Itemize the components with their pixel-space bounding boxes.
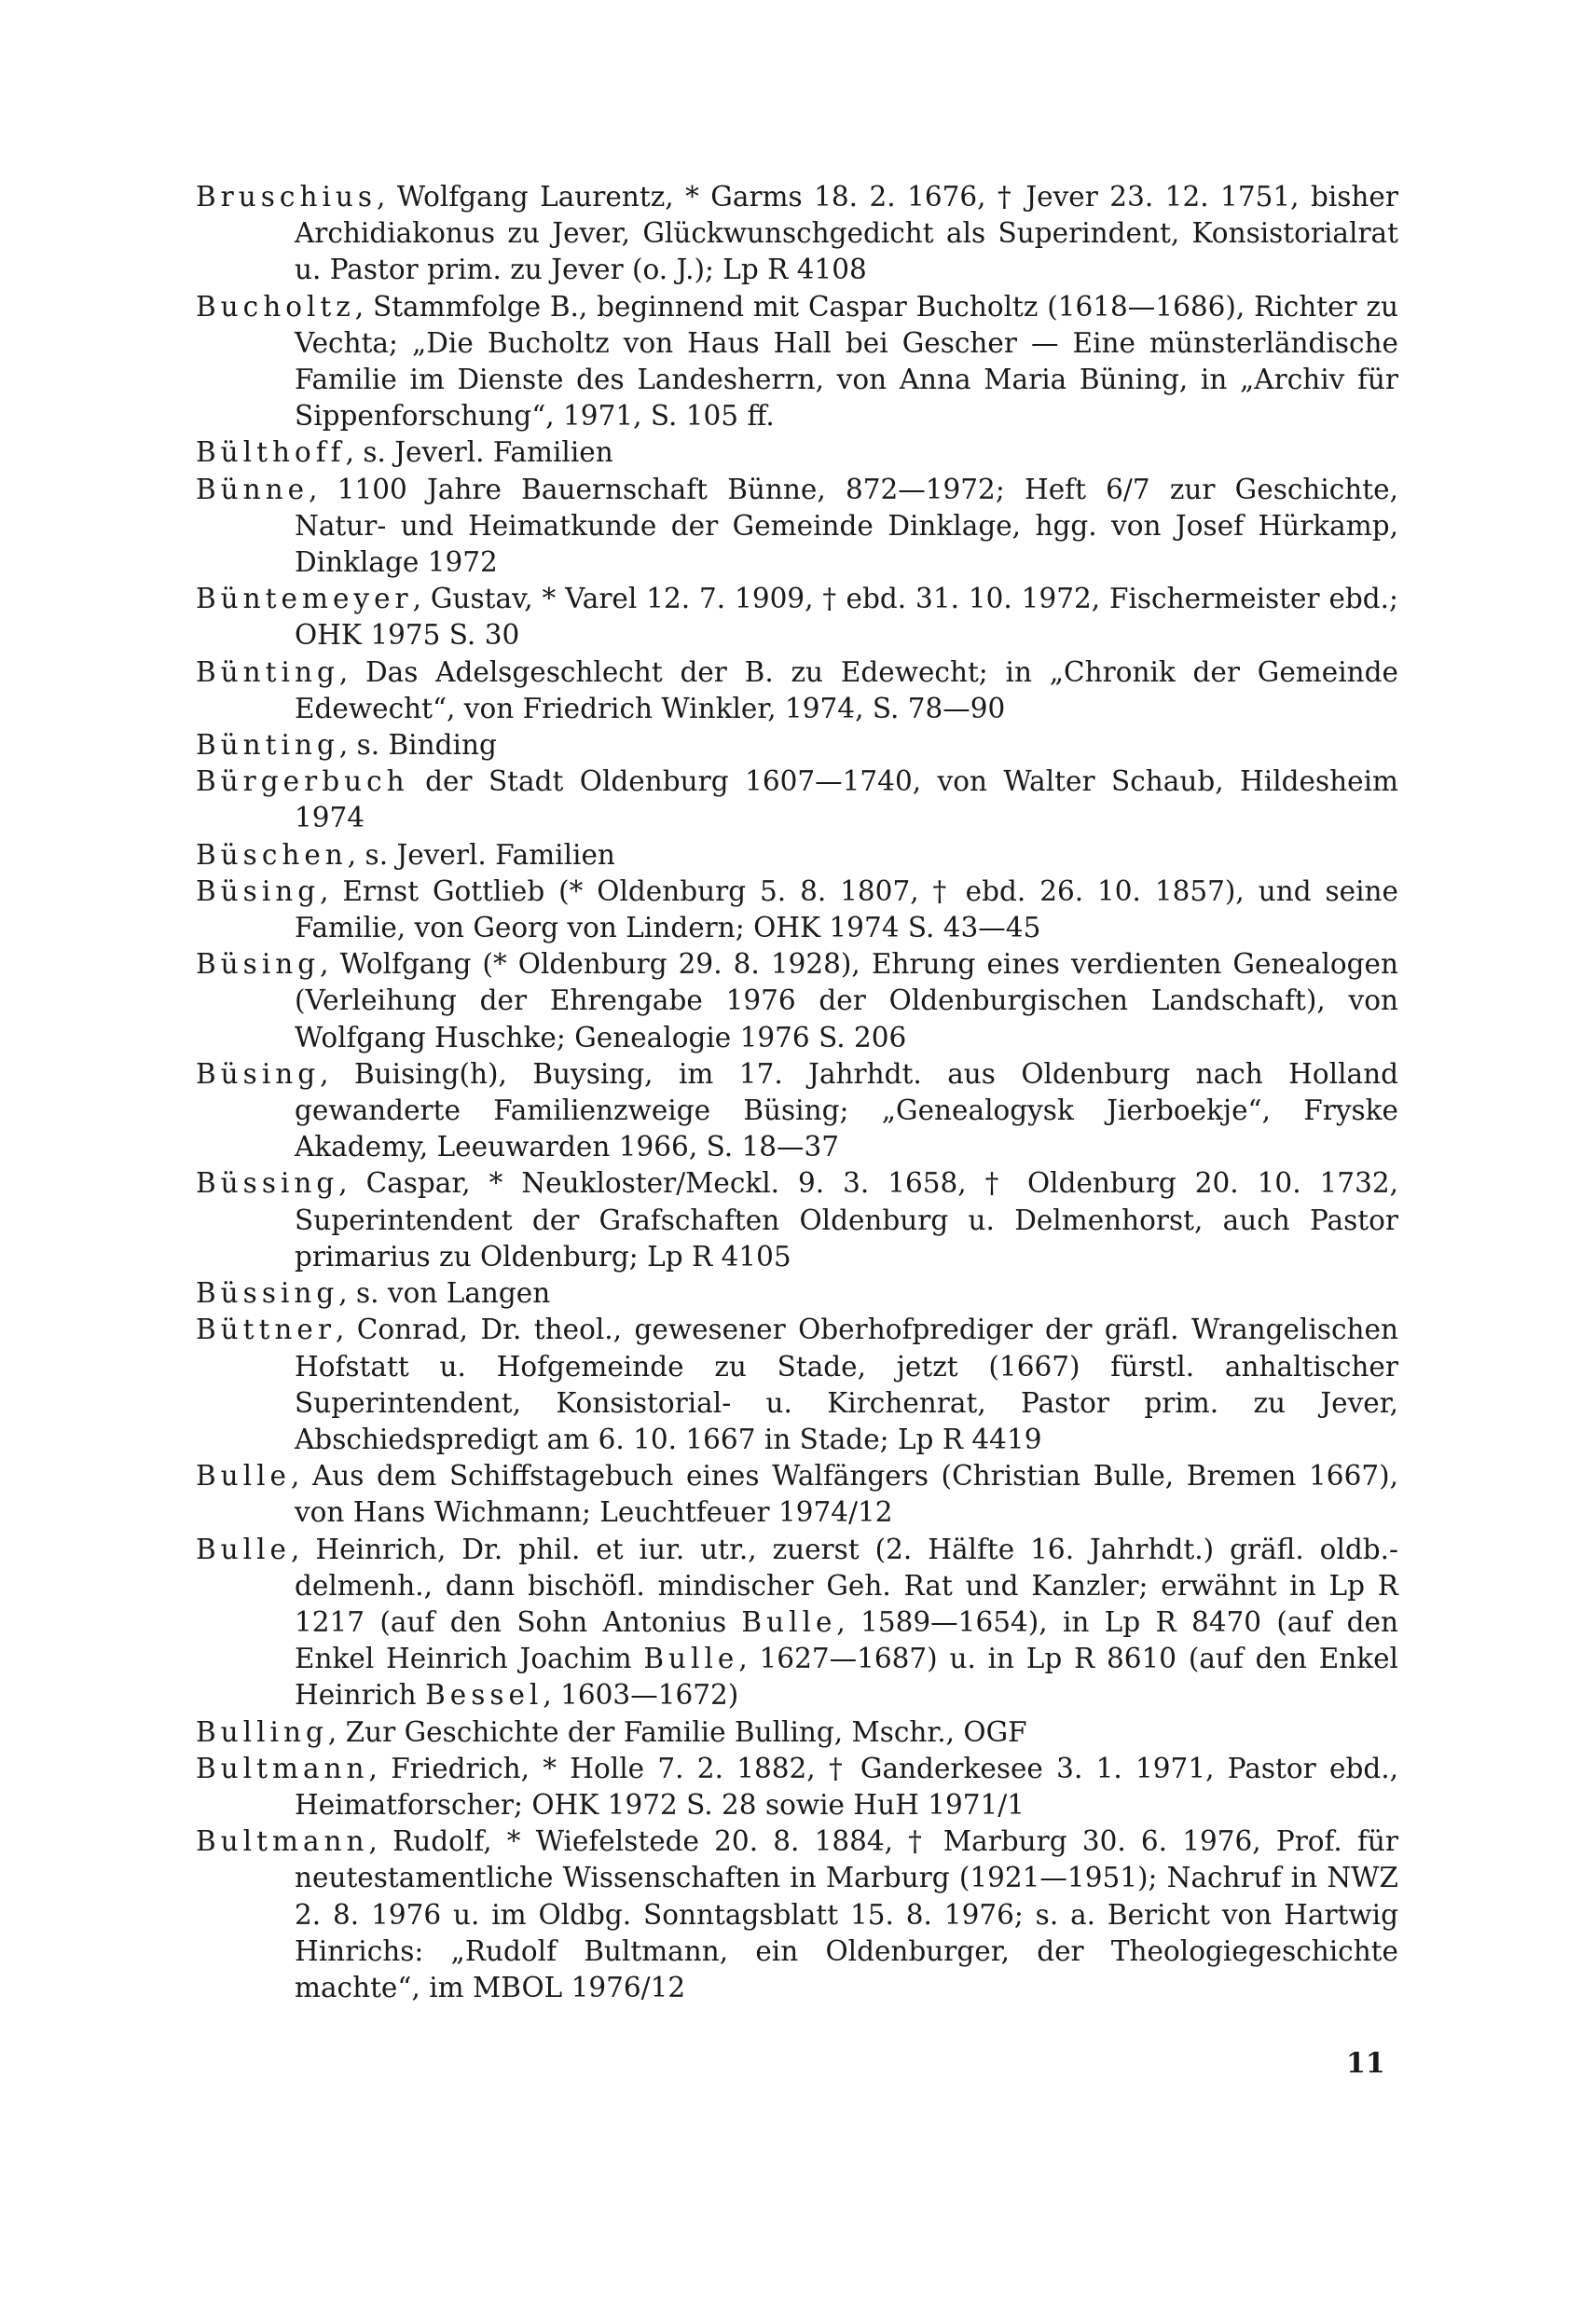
entry-text: , Caspar, * Neukloster/Meckl. 9. 3. 1658, † Oldenburg 20. 10. 1732, Superintendent der Grafschaften Oldenburg u. Delmenhorst, auch Pastor primarius zu Oldenburg; Lp R 4105 bbox=[295, 1167, 1398, 1273]
entry-buessing-langen bbox=[196, 1275, 1398, 1312]
entry-bucholtz bbox=[196, 289, 1398, 435]
entry-headword: Büschen bbox=[196, 838, 348, 871]
entry-headword: Bucholtz bbox=[196, 290, 355, 323]
entry-text: , s. Jeverl. Familien bbox=[345, 436, 613, 469]
entry-buenting-edewecht bbox=[196, 654, 1398, 727]
entry-text: , Das Adelsgeschlecht der B. zu Edewecht; in „Chronik der Gemeinde Edewecht“, von Friedrich Winkler, 1974, S. 78—90 bbox=[295, 655, 1398, 724]
entry-buesing-ernst bbox=[196, 874, 1398, 946]
entry-text: , Wolfgang (* Oldenburg 29. 8. 1928), Ehrung eines verdienten Genealogen (Verleihung der Ehrengabe 1976 der Oldenburgischen Landschaft), von Wolfgang Huschke; Genealogie 1976 S. 206 bbox=[295, 948, 1398, 1053]
entry-headword: Büssing bbox=[196, 1277, 339, 1310]
entry-text: , Buising(h), Buysing, im 17. Jahrhdt. aus Oldenburg nach Holland gewanderte Familienzweige Büsing; „Genealogysk Jierboekje“, Fryske Akademy, Leeuwarden 1966, S. 18—37 bbox=[295, 1057, 1398, 1163]
entry-text: , Friedrich, * Holle 7. 2. 1882, † Ganderkesee 3. 1. 1971, Pastor ebd., Heimatforscher; OHK 1972 S. 28 sowie HuH 1971/1 bbox=[295, 1752, 1398, 1821]
entry-inline-name: Bessel bbox=[425, 1679, 543, 1712]
entry-buesing-wolfgang bbox=[196, 946, 1398, 1056]
entry-text: , Stammfolge B., beginnend mit Caspar Bucholtz (1618—1686), Richter zu Vechta; „Die Bucholtz von Haus Hall bei Gescher — Eine münsterländische Familie im Dienste des Landesherrn, von Anna Maria Büning, in „Archiv für Sippenforschung“, 1971, S. 105 ff. bbox=[295, 290, 1398, 433]
entry-headword: Büssing bbox=[196, 1167, 339, 1200]
entry-headword: Büntemeyer bbox=[196, 583, 413, 615]
entry-headword: Bulling bbox=[196, 1715, 328, 1748]
entry-text: , s. Jeverl. Familien bbox=[347, 838, 615, 871]
entry-headword: Büsing bbox=[196, 874, 321, 907]
entry-headword: Bülthoff bbox=[196, 436, 346, 469]
entry-text: , 1603—1672) bbox=[543, 1679, 739, 1712]
entry-buettner bbox=[196, 1312, 1398, 1458]
entry-text: , Conrad, Dr. theol., gewesener Oberhofprediger der gräfl. Wrangelischen Hofstatt u. Hofgemeinde zu Stade, jetzt (1667) fürstl. anhaltischer Superintendent, Konsistorial- u. Kirchenrat, Pastor prim. zu Jever, Abschiedspredigt am 6. 10. 1667 in Stade; Lp R 4419 bbox=[295, 1314, 1398, 1455]
entry-text: , 1627—1687) u. in Lp R 8610 (auf den Enkel Heinrich bbox=[295, 1643, 1398, 1712]
entry-text: , Heinrich, Dr. phil. et iur. utr., zuerst (2. Hälfte 16. Jahrhdt.) gräfl. oldb.-delmenh., dann bischöfl. mindischer Geh. Rat und Kanzler; erwähnt in Lp R 1217 (auf den Sohn Antonius bbox=[291, 1533, 1398, 1638]
entry-buelthoff bbox=[196, 434, 1398, 471]
entry-bruschius bbox=[196, 179, 1398, 289]
entry-headword: Bulle bbox=[196, 1533, 292, 1565]
entry-buenne bbox=[196, 472, 1398, 582]
entry-buentemeyer bbox=[196, 581, 1398, 654]
entry-bultmann-rudolf bbox=[196, 1823, 1398, 2006]
entry-text: der Stadt Oldenburg 1607—1740, von Walter Schaub, Hildesheim 1974 bbox=[295, 765, 1398, 834]
entry-headword: Bruschius bbox=[196, 181, 378, 213]
entry-text: , Ernst Gottlieb (* Oldenburg 5. 8. 1807, † ebd. 26. 10. 1857), und seine Familie, von Georg von Lindern; OHK 1974 S. 43—45 bbox=[295, 874, 1398, 944]
entry-text: , Aus dem Schiffstagebuch eines Walfängers (Christian Bulle, Bremen 1667), von Hans Wichmann; Leuchtfeuer 1974/12 bbox=[291, 1460, 1398, 1529]
entry-inline-name: Bulle bbox=[643, 1643, 739, 1675]
entry-headword: Büttner bbox=[196, 1314, 336, 1346]
entry-buergerbuch bbox=[196, 764, 1398, 836]
entry-text: , Rudolf, * Wiefelstede 20. 8. 1884, † Marburg 30. 6. 1976, Prof. für neutestamentliche Wissenschaften in Marburg (1921—1951); Nachruf in NWZ 2. 8. 1976 u. im Oldbg. Sonntagsblatt 15. 8. 1976; s. a. Bericht von Hartwig Hinrichs: „Rudolf Bultmann, ein Oldenburger, der Theologiegeschichte machte“, im MBOL 1976/12 bbox=[295, 1825, 1398, 2003]
entry-headword: Bünting bbox=[196, 655, 339, 688]
entry-buenting-binding bbox=[196, 727, 1398, 764]
entry-text: , s. von Langen bbox=[338, 1277, 551, 1310]
entry-text: , Gustav, * Varel 12. 7. 1909, † ebd. 31. 10. 1972, Fischermeister ebd.; OHK 1975 S. 30 bbox=[295, 583, 1398, 652]
entry-headword: Bünne bbox=[196, 473, 310, 505]
entry-bulle-heinrich bbox=[196, 1532, 1398, 1714]
entry-buesing-buising bbox=[196, 1056, 1398, 1166]
entry-headword: Bultmann bbox=[196, 1752, 369, 1784]
entry-bueschen bbox=[196, 837, 1398, 874]
entry-headword: Bürgerbuch bbox=[196, 765, 409, 798]
entry-bulling bbox=[196, 1714, 1398, 1751]
entry-headword: Bünting bbox=[196, 729, 339, 762]
entry-headword: Büsing bbox=[196, 1057, 321, 1090]
page-number: 11 bbox=[1346, 2047, 1385, 2080]
entry-text: , 1589—1654), in Lp R 8470 (auf den Enkel Heinrich Joachim bbox=[295, 1605, 1398, 1675]
entry-headword: Büsing bbox=[196, 948, 321, 981]
entry-inline-name: Bulle bbox=[741, 1605, 837, 1638]
entry-text: , Wolfgang Laurentz, * Garms 18. 2. 1676, † Jever 23. 12. 1751, bisher Archidiakonus zu Jever, Glückwunschgedicht als Superindent, Konsistorialrat u. Pastor prim. zu Jever (o. J.); Lp R 4108 bbox=[295, 181, 1398, 286]
entry-headword: Bulle bbox=[196, 1460, 292, 1493]
entry-text: , Zur Geschichte der Familie Bulling, Mschr., OGF bbox=[327, 1715, 1027, 1748]
entry-headword: Bultmann bbox=[196, 1825, 369, 1858]
entry-bultmann-friedrich bbox=[196, 1751, 1398, 1823]
entry-text: , s. Binding bbox=[338, 729, 497, 762]
page-body bbox=[196, 179, 1398, 2006]
entry-bulle-schiffstagebuch bbox=[196, 1458, 1398, 1531]
entry-text: , 1100 Jahre Bauernschaft Bünne, 872—1972; Heft 6/7 zur Geschichte, Natur- und Heimatkunde der Gemeinde Dinklage, hgg. von Josef Hürkamp, Dinklage 1972 bbox=[295, 473, 1398, 579]
entry-buessing-caspar bbox=[196, 1165, 1398, 1275]
